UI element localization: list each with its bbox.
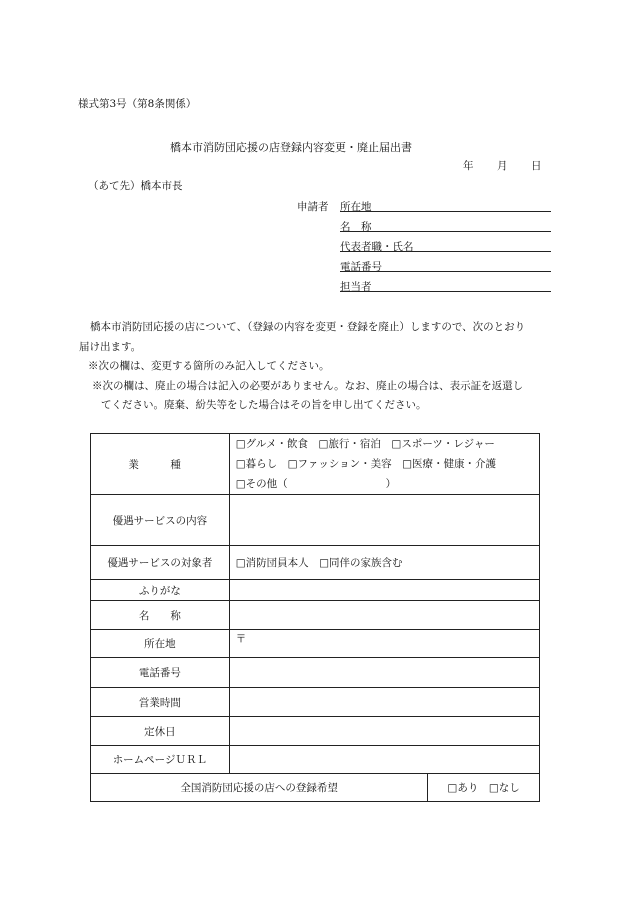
applicant-label: 申請者 <box>297 201 329 213</box>
national-label: 全国消防団応援の店への登録希望 <box>91 774 428 802</box>
phone-label: 電話番号 <box>91 658 230 688</box>
applicant-name-line[interactable] <box>340 231 551 232</box>
option-other-close: ） <box>385 478 397 490</box>
option-sports[interactable]: □スポーツ・レジャー <box>391 438 495 450</box>
row-hours <box>91 688 540 717</box>
service-content-label: 優遇サービスの内容 <box>91 495 230 546</box>
option-travel[interactable]: □旅行・宿泊 <box>318 438 381 450</box>
name-field[interactable] <box>229 601 539 630</box>
homepage-label: ホームページＵＲＬ <box>91 746 230 774</box>
furigana-label: ふりがな <box>91 580 230 601</box>
addressee: （あて先）橋本市長 <box>88 180 183 192</box>
form-number: 様式第3号（第8条関係） <box>78 98 197 110</box>
applicant-phone-label: 電話番号 <box>340 261 382 273</box>
option-no[interactable]: □なし <box>488 782 520 794</box>
row-service-target <box>91 546 540 580</box>
option-yes[interactable]: □あり <box>447 782 479 794</box>
address-field[interactable] <box>229 630 539 658</box>
date-year-label: 年 <box>463 160 474 172</box>
option-gourmet[interactable]: □グルメ・飲食 <box>235 438 308 450</box>
service-target-options[interactable] <box>229 546 539 580</box>
homepage-field[interactable] <box>229 746 539 774</box>
national-options[interactable] <box>428 774 540 802</box>
applicant-name-label: 名 称 <box>340 221 372 233</box>
address-label: 所在地 <box>91 630 230 658</box>
name-label: 名 称 <box>91 601 230 630</box>
option-member-only[interactable]: □消防団員本人 <box>235 557 309 569</box>
option-other[interactable]: □その他（ <box>235 478 288 490</box>
holiday-label: 定休日 <box>91 717 230 746</box>
store-info-table <box>90 433 540 802</box>
body-line-2: 届け出ます。 <box>79 341 142 353</box>
note-1: ※次の欄は、変更する箇所のみ記入してください。 <box>88 360 330 372</box>
hours-label: 営業時間 <box>91 688 230 717</box>
applicant-contact-line[interactable] <box>340 291 551 292</box>
option-medical[interactable]: □医療・健康・介護 <box>402 458 497 470</box>
business-type-options[interactable] <box>229 434 539 495</box>
postal-mark: 〒 <box>235 633 247 645</box>
applicant-contact-label: 担当者 <box>340 281 372 293</box>
applicant-representative-label: 代表者職・氏名 <box>340 241 414 253</box>
holiday-field[interactable] <box>229 717 539 746</box>
date-month-label: 月 <box>497 160 508 172</box>
row-business-type <box>91 434 540 495</box>
row-national <box>91 774 540 802</box>
furigana-field[interactable] <box>229 580 539 601</box>
date-day-label: 日 <box>531 160 542 172</box>
option-living[interactable]: □暮らし <box>235 458 278 470</box>
body-line-1: 橋本市消防団応援の店について、（登録の内容を変更・登録を廃止）しますので、次のとおり <box>90 321 526 333</box>
phone-field[interactable] <box>229 658 539 688</box>
row-furigana <box>91 580 540 601</box>
hours-field[interactable] <box>229 688 539 717</box>
row-service-content <box>91 495 540 546</box>
option-with-family[interactable]: □同伴の家族含む <box>319 557 403 569</box>
applicant-address-line[interactable] <box>340 211 551 212</box>
applicant-phone-line[interactable] <box>340 271 551 272</box>
applicant-address-label: 所在地 <box>340 201 372 213</box>
business-type-label: 業 種 <box>91 434 230 495</box>
option-fashion[interactable]: □ファッション・美容 <box>287 458 392 470</box>
row-phone <box>91 658 540 688</box>
service-target-label: 優遇サービスの対象者 <box>91 546 230 580</box>
note-2-line-1: ※次の欄は、廃止の場合は記入の必要がありません。なお、廃止の場合は、表示証を返還し <box>92 380 524 392</box>
document-title: 橋本市消防団応援の店登録内容変更・廃止届出書 <box>170 141 412 154</box>
row-address <box>91 630 540 658</box>
row-homepage <box>91 746 540 774</box>
row-name <box>91 601 540 630</box>
service-content-field[interactable] <box>229 495 539 546</box>
note-2-line-2: てください。廃棄、紛失等をした場合はその旨を申し出てください。 <box>101 399 427 411</box>
row-holiday <box>91 717 540 746</box>
applicant-representative-line[interactable] <box>340 251 551 252</box>
